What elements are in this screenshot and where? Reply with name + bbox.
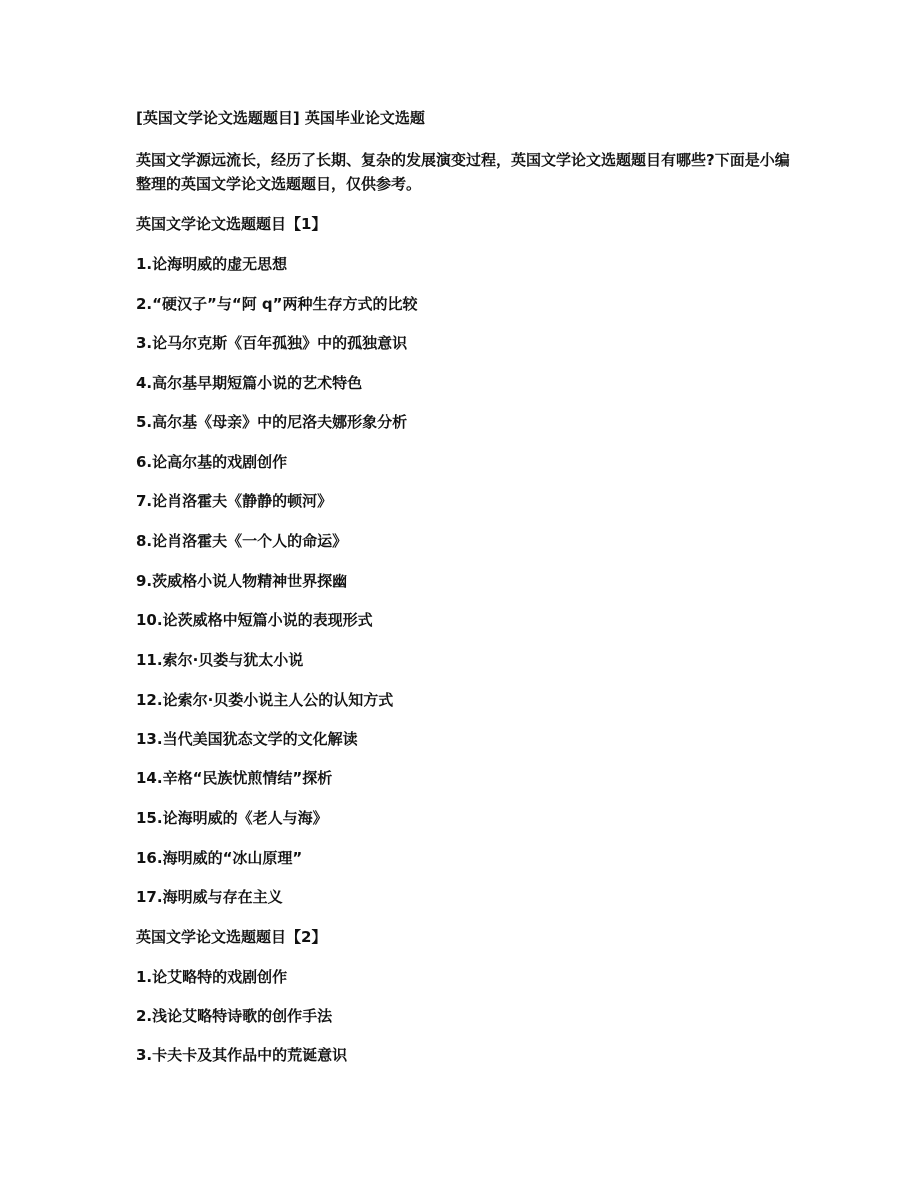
list-item: 8.论肖洛霍夫《一个人的命运》 [136, 532, 348, 550]
list-item: 2.浅论艾略特诗歌的创作手法 [136, 1007, 333, 1025]
section-heading-1: 英国文学论文选题题目【1】 [136, 215, 327, 233]
list-item: 3.论马尔克斯《百年孤独》中的孤独意识 [136, 334, 408, 352]
document-title: [英国文学论文选题题目] 英国毕业论文选题 [136, 109, 425, 127]
list-item: 16.海明威的“冰山原理” [136, 849, 303, 867]
list-item: 9.茨威格小说人物精神世界探幽 [136, 572, 348, 590]
list-item: 11.索尔·贝娄与犹太小说 [136, 651, 304, 669]
list-item: 3.卡夫卡及其作品中的荒诞意识 [136, 1046, 348, 1064]
list-item: 15.论海明威的《老人与海》 [136, 809, 328, 827]
list-item: 14.辛格“民族忧煎情结”探析 [136, 769, 333, 787]
list-item: 12.论索尔·贝娄小说主人公的认知方式 [136, 691, 394, 709]
list-item: 10.论茨威格中短篇小说的表现形式 [136, 611, 373, 629]
list-item: 4.高尔基早期短篇小说的艺术特色 [136, 374, 363, 392]
list-item: 2.“硬汉子”与“阿 q”两种生存方式的比较 [136, 295, 418, 313]
section-heading-2: 英国文学论文选题题目【2】 [136, 928, 327, 946]
intro-paragraph: 英国文学源远流长，经历了长期、复杂的发展演变过程，英国文学论文选题题目有哪些?下面是小编整理的英国文学论文选题题目，仅供参考。 [136, 151, 790, 193]
list-item: 17.海明威与存在主义 [136, 888, 283, 906]
list-item: 13.当代美国犹态文学的文化解读 [136, 730, 358, 748]
list-item: 1.论海明威的虚无思想 [136, 255, 288, 273]
list-item: 6.论高尔基的戏剧创作 [136, 453, 288, 471]
list-item: 1.论艾略特的戏剧创作 [136, 968, 288, 986]
list-item: 7.论肖洛霍夫《静静的顿河》 [136, 492, 333, 510]
list-item: 5.高尔基《母亲》中的尼洛夫娜形象分析 [136, 413, 408, 431]
